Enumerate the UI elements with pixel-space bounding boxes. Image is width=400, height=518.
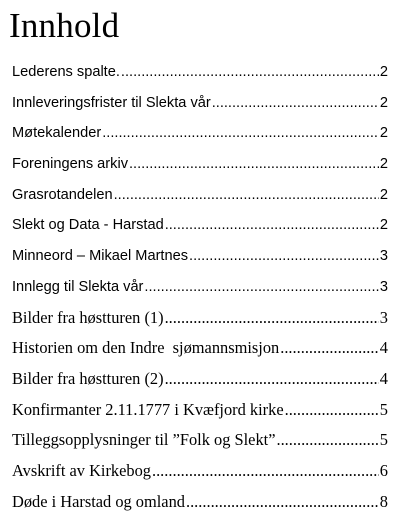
toc-page-number: 2 [379, 186, 388, 203]
toc-entry-title: Bilder fra høstturen (2) [12, 368, 164, 388]
toc-entry-title: Innleveringsfrister til Slekta vår [12, 94, 211, 111]
toc-entry[interactable] [12, 395, 388, 426]
toc-entry[interactable] [12, 57, 388, 88]
dot-leader [212, 88, 379, 119]
toc-entry[interactable] [12, 364, 388, 395]
toc-page-number: 2 [379, 94, 388, 111]
dot-leader [280, 333, 379, 364]
toc-entry-title: Innlegg til Slekta vår [12, 278, 144, 295]
toc-entry-title: Konfirmanter 2.11.1777 i Kvæfjord kirke [12, 399, 284, 419]
dot-leader [165, 210, 379, 241]
dot-leader [165, 303, 379, 334]
toc-entry-title: Lederens spalte. [12, 64, 120, 80]
toc-entry[interactable] [12, 425, 388, 456]
toc-page-number: 2 [379, 125, 388, 142]
dot-leader [189, 241, 379, 272]
toc-entry[interactable] [12, 241, 388, 272]
toc-entry[interactable] [12, 118, 388, 149]
toc-entry-title: Minneord – Mikael Martnes [12, 248, 189, 265]
toc-page-number: 2 [379, 64, 388, 80]
page-title: Innhold [9, 6, 120, 45]
toc-page-number: 3 [379, 278, 388, 295]
dot-leader [165, 364, 379, 395]
toc-entry[interactable] [12, 303, 388, 334]
toc-entry-title: Bilder fra høstturen (1) [12, 307, 164, 327]
toc-entry[interactable] [12, 149, 388, 180]
toc-entry[interactable] [12, 456, 388, 487]
toc-page-number: 8 [379, 491, 388, 511]
dot-leader [276, 425, 378, 456]
dot-leader [114, 180, 379, 211]
toc-entry[interactable] [12, 272, 388, 303]
toc-entry-title: Grasrotandelen [12, 186, 113, 203]
toc-entry[interactable] [12, 333, 388, 364]
toc-page-number: 5 [379, 430, 388, 450]
toc-entry-title: Møtekalender [12, 125, 102, 142]
dot-leader [152, 456, 379, 487]
toc-entry-title: Historien om den Indre sjømannsmisjon [12, 338, 280, 358]
toc-entry-title: Avskrift av Kirkebog [12, 460, 151, 480]
toc-page-number: 4 [379, 368, 388, 388]
table-of-contents [12, 57, 388, 517]
dot-leader [186, 487, 379, 518]
toc-entry[interactable] [12, 210, 388, 241]
toc-entry[interactable] [12, 487, 388, 518]
dot-leader [285, 395, 379, 426]
toc-entry-title: Slekt og Data - Harstad [12, 217, 164, 234]
toc-entry-title: Foreningens arkiv [12, 156, 128, 173]
dot-leader [144, 272, 378, 303]
toc-page-number: 3 [379, 248, 388, 265]
toc-entry-title: Tilleggsopplysninger til ”Folk og Slekt” [12, 430, 276, 450]
dot-leader [102, 118, 379, 149]
toc-page-number: 2 [379, 156, 388, 173]
toc-page-number: 6 [379, 460, 388, 480]
toc-entry[interactable] [12, 180, 388, 211]
dot-leader [121, 57, 379, 88]
dot-leader [129, 149, 379, 180]
toc-page-number: 2 [379, 217, 388, 234]
toc-page-number: 4 [379, 338, 388, 358]
toc-page-number: 5 [379, 399, 388, 419]
toc-entry[interactable] [12, 88, 388, 119]
toc-entry-title: Døde i Harstad og omland [12, 491, 185, 511]
toc-page-number: 3 [379, 307, 388, 327]
